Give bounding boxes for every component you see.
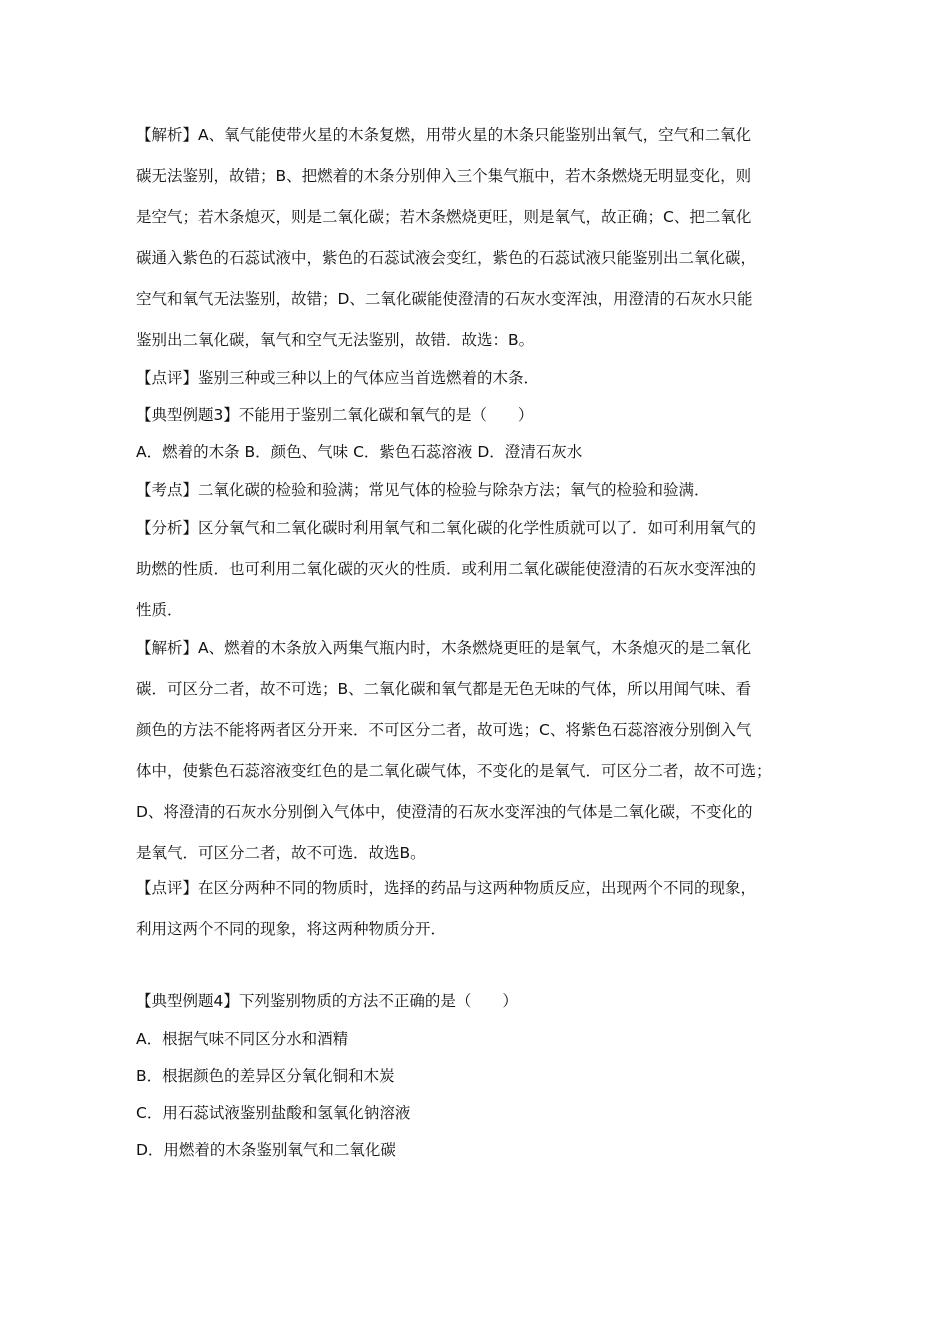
text-line: A．根据气味不同区分水和酒精	[136, 1030, 349, 1048]
text-line: 颜色的方法不能将两者区分开来．不可区分二者，故可选；C、将紫色石蕊溶液分别倒入气	[136, 721, 752, 739]
text-line: 【解析】A、氧气能使带火星的木条复燃，用带火星的木条只能鉴别出氧气，空气和二氧化	[136, 126, 752, 144]
text-line: 是氧气．可区分二者，故不可选．故选B。	[136, 844, 426, 862]
text-line: 是空气；若木条熄灭，则是二氧化碳；若木条燃烧更旺，则是氧气，故正确；C、把二氧化	[136, 208, 752, 226]
text-line: 空气和氧气无法鉴别，故错；D、二氧化碳能使澄清的石灰水变浑浊，用澄清的石灰水只能	[136, 290, 753, 308]
text-line: 性质．	[136, 601, 183, 619]
text-line: 碳无法鉴别，故错；B、把燃着的木条分别伸入三个集气瓶中，若木条燃烧无明显变化，则	[136, 167, 752, 185]
text-line: 【分析】区分氧气和二氧化碳时利用氧气和二氧化碳的化学性质就可以了．如可利用氧气的	[136, 519, 757, 537]
text-line: 碳．可区分二者，故不可选；B、二氧化碳和氧气都是无色无味的气体，所以用闻气味、看	[136, 680, 752, 698]
text-line: D、将澄清的石灰水分别倒入气体中，使澄清的石灰水变浑浊的气体是二氧化碳，不变化的	[136, 803, 753, 821]
text-line: 鉴别出二氧化碳，氧气和空气无法鉴别，故错．故选：B。	[136, 331, 535, 349]
text-line: 【点评】鉴别三种或三种以上的气体应当首选燃着的木条．	[136, 369, 540, 387]
text-line: 【典型例题4】下列鉴别物质的方法不正确的是（ ）	[136, 992, 518, 1010]
text-line: C．用石蕊试液鉴别盐酸和氢氧化钠溶液	[136, 1104, 411, 1122]
text-line: 碳通入紫色的石蕊试液中，紫色的石蕊试液会变红，紫色的石蕊试液只能鉴别出二氧化碳，	[136, 249, 757, 267]
text-line: 利用这两个不同的现象，将这两种物质分开．	[136, 920, 447, 938]
text-line: 助燃的性质．也可利用二氧化碳的灭火的性质．或利用二氧化碳能使澄清的石灰水变浑浊的	[136, 560, 757, 578]
text-line: 【解析】A、燃着的木条放入两集气瓶内时，木条燃烧更旺的是氧气，木条熄灭的是二氧化	[136, 639, 752, 657]
text-line: 【考点】二氧化碳的检验和验满；常见气体的检验与除杂方法；氧气的检验和验满．	[136, 481, 710, 499]
text-line: A．燃着的木条 B．颜色、气味 C．紫色石蕊溶液 D．澄清石灰水	[136, 443, 583, 461]
text-line: D．用燃着的木条鉴别氧气和二氧化碳	[136, 1141, 396, 1159]
text-line: 体中，使紫色石蕊溶液变红色的是二氧化碳气体，不变化的是氧气．可区分二者，故不可选；	[136, 762, 772, 780]
text-line: B．根据颜色的差异区分氧化铜和木炭	[136, 1067, 395, 1085]
text-line: 【典型例题3】不能用于鉴别二氧化碳和氧气的是（ ）	[136, 406, 534, 424]
text-line: 【点评】在区分两种不同的物质时，选择的药品与这两种物质反应，出现两个不同的现象，	[136, 879, 757, 897]
